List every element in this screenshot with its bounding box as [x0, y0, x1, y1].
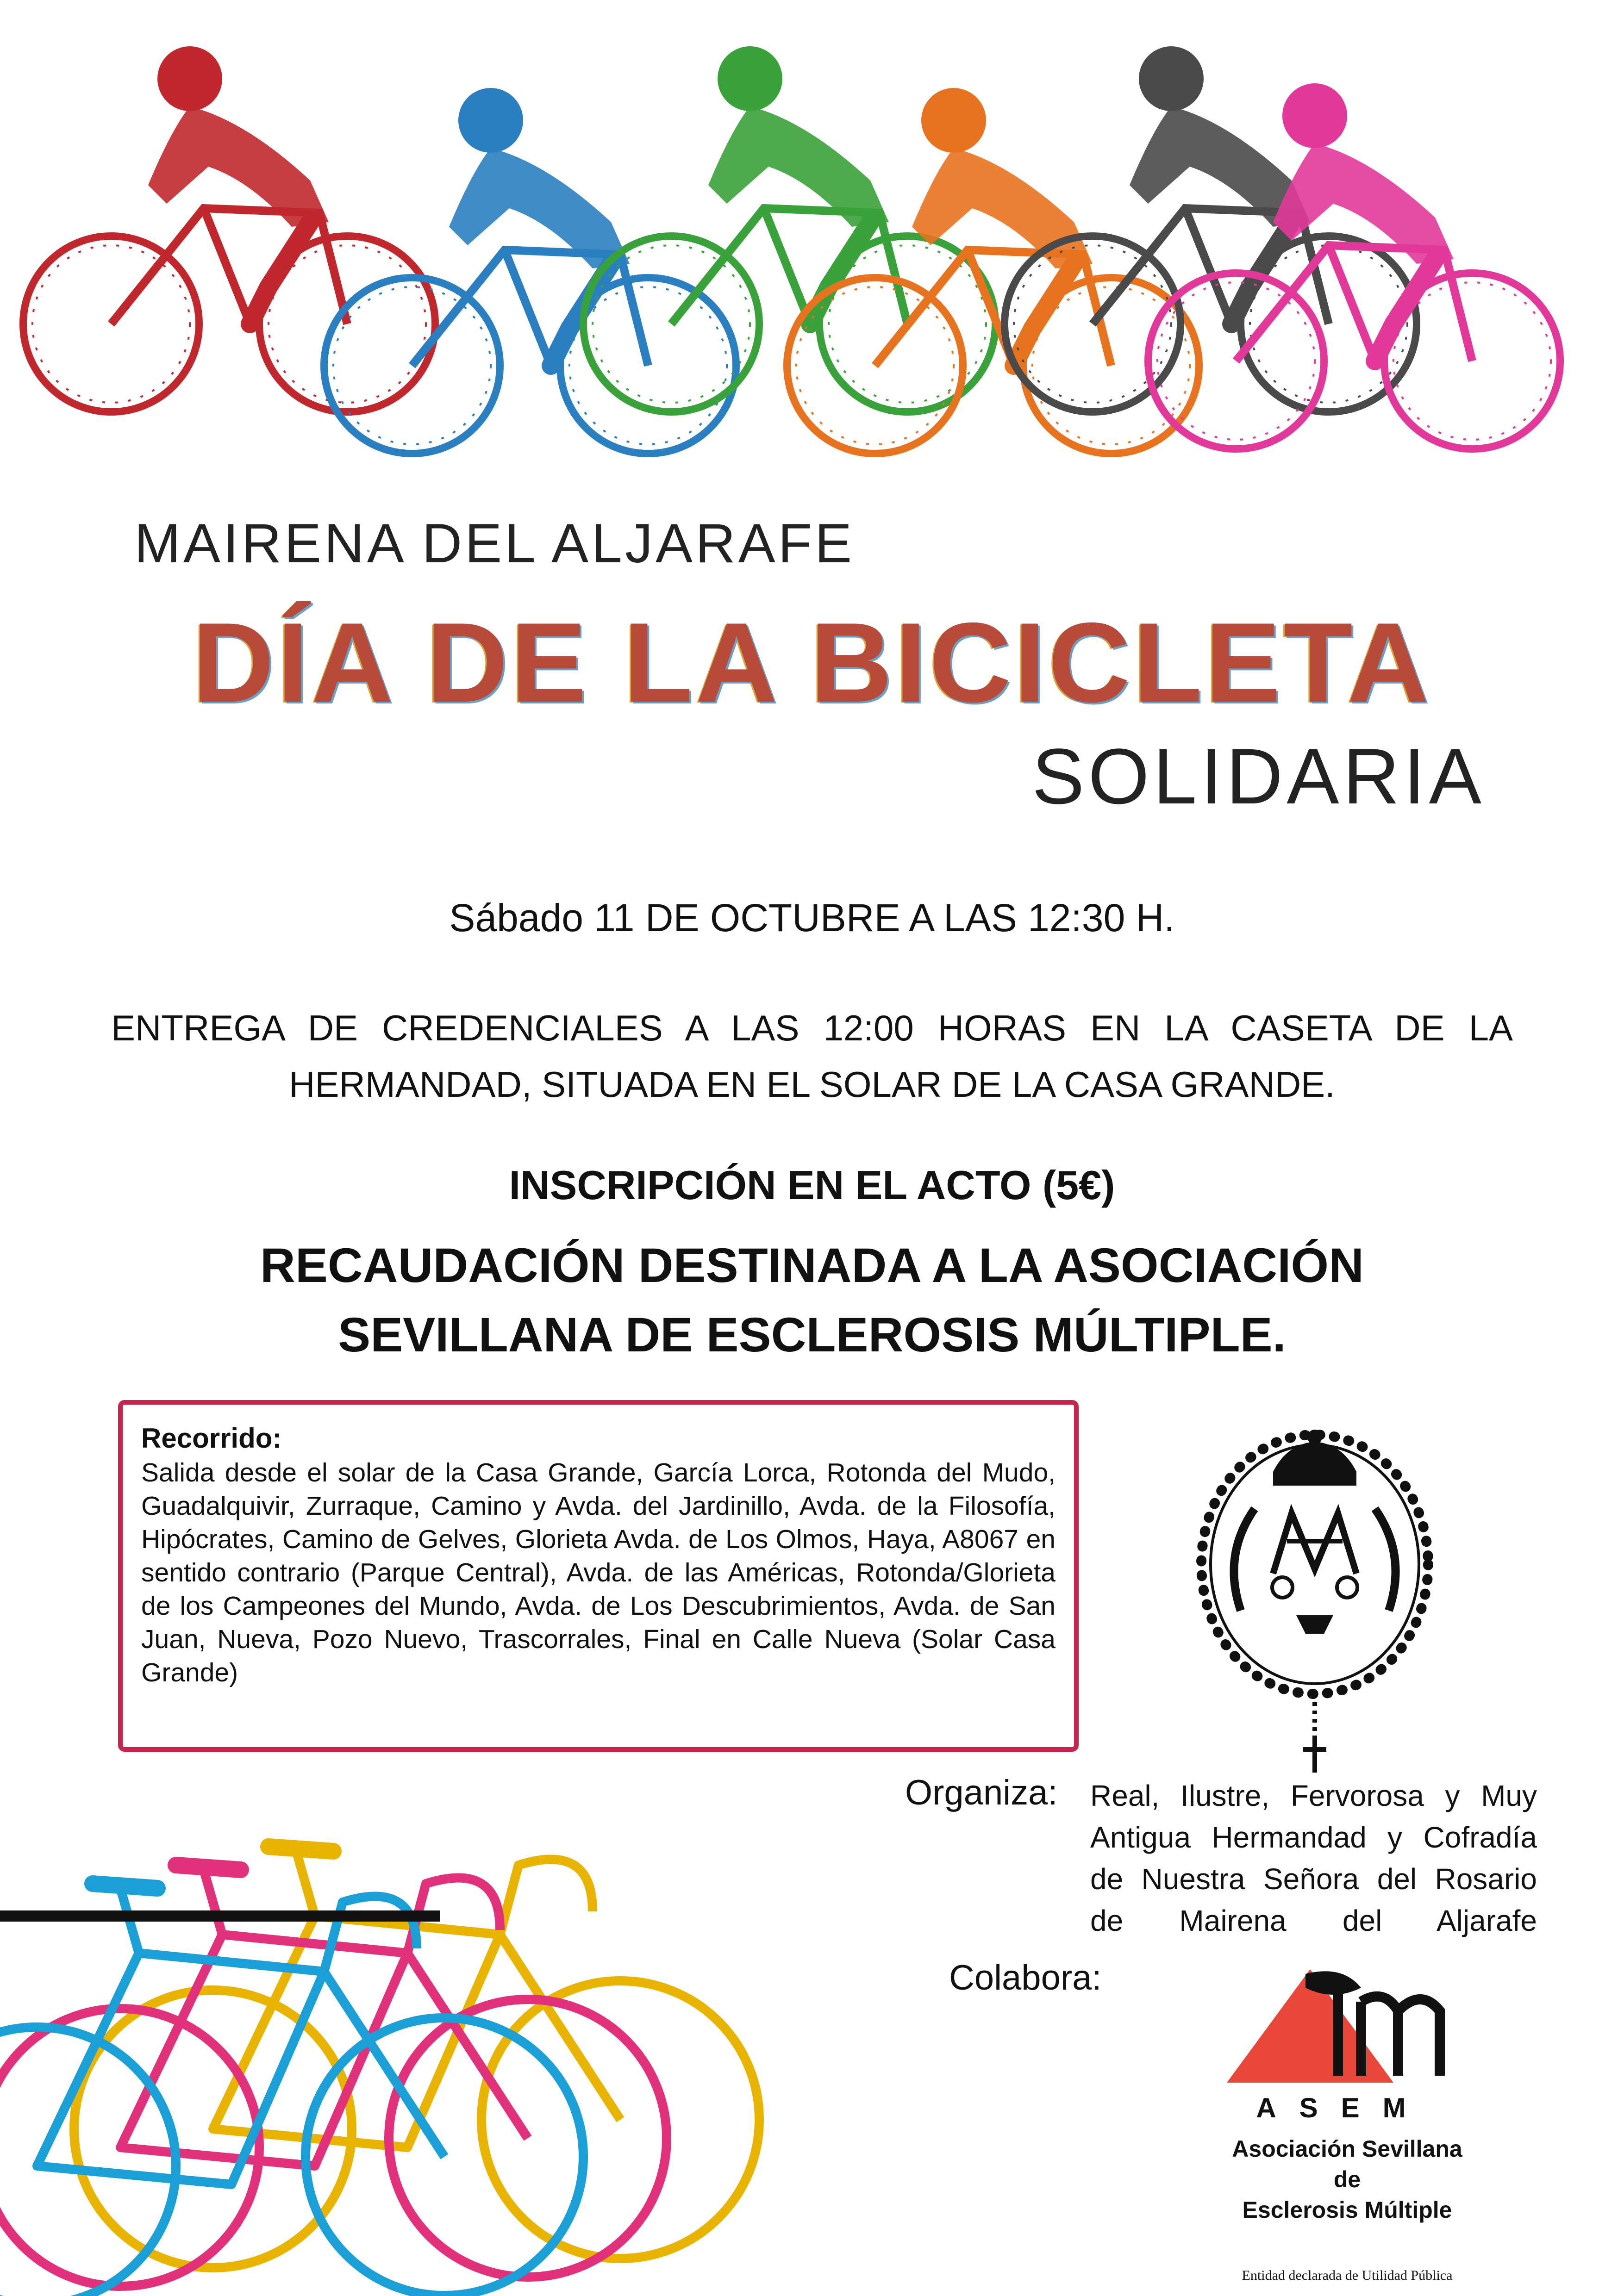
proceeds-destination	[93, 1231, 1531, 1370]
collaborator-label: Colabora:	[949, 1958, 1102, 1997]
proceeds-line-2: SEVILLANA DE ESCLEROSIS MÚLTIPLE.	[338, 1308, 1286, 1362]
route-description: Salida desde el solar de la Casa Grande, García Lorca, Rotonda del Mudo, Guadalquivir, Zurraque, Camino y Avda. del Jardinillo, Avda. de la Filosofía, Hipócrates, Camino de Gelves, Glorieta Avda. de Los Olmos, Haya, A8067 en sentido contrario (Parque Central), Avda. de las Américas, Rotonda/Glorieta de los Campeones del Mundo, Avda. de Los Descubrimientos, Avda. de San Juan, Nueva, Pozo Nuevo, Trascorrales, Final en Calle Nueva (Solar Casa Grande)	[141, 1458, 1056, 1687]
credentials-info: ENTREGA DE CREDENCIALES A LAS 12:00 HORAS EN LA CASETA DE LA HERMANDAD, SITUADA EN EL SOLAR DE LA CASA GRANDE.	[111, 1008, 1513, 1105]
town-name: MAIRENA DEL ALJARAFE	[134, 512, 855, 574]
event-subtitle: SOLIDARIA	[1032, 733, 1485, 821]
asem-name-line-3: Esclerosis Múltiple	[1242, 2197, 1452, 2223]
asem-logo	[1222, 1960, 1463, 2085]
event-date: Sábado 11 DE OCTUBRE A LAS 12:30 H.	[449, 896, 1175, 940]
asem-name-line-1: Asociación Sevillana	[1232, 2136, 1462, 2162]
asem-name-line-2: de	[1333, 2166, 1361, 2192]
route-box	[118, 1400, 1079, 1752]
route-label: Recorrido:	[141, 1423, 282, 1454]
asem-public-utility-note: Entidad declarada de Utilidad Pública	[1242, 2268, 1453, 2283]
cyclists-illustration	[0, 0, 1624, 472]
cyclist-1	[23, 46, 435, 412]
brotherhood-emblem	[1181, 1416, 1449, 1782]
proceeds-line-1: RECAUDACIÓN DESTINADA A LA ASOCIACIÓN	[260, 1238, 1364, 1293]
inscription-fee: INSCRIPCIÓN EN EL ACTO (5€)	[509, 1162, 1115, 1208]
event-title: DÍA DE LA BICICLETA	[192, 599, 1432, 726]
organizer-name: Real, Ilustre, Fervorosa y Muy Antigua Hermandad y Cofradía de Nuestra Señora del Rosario de Mairena del Aljarafe	[1090, 1779, 1537, 1937]
asem-full-name	[1204, 2134, 1491, 2225]
organizer-label: Organiza:	[905, 1773, 1058, 1812]
bicycles-illustration	[0, 1796, 787, 2296]
asem-acronym: ASEM	[1256, 2092, 1429, 2123]
cyclist-2	[324, 88, 736, 454]
